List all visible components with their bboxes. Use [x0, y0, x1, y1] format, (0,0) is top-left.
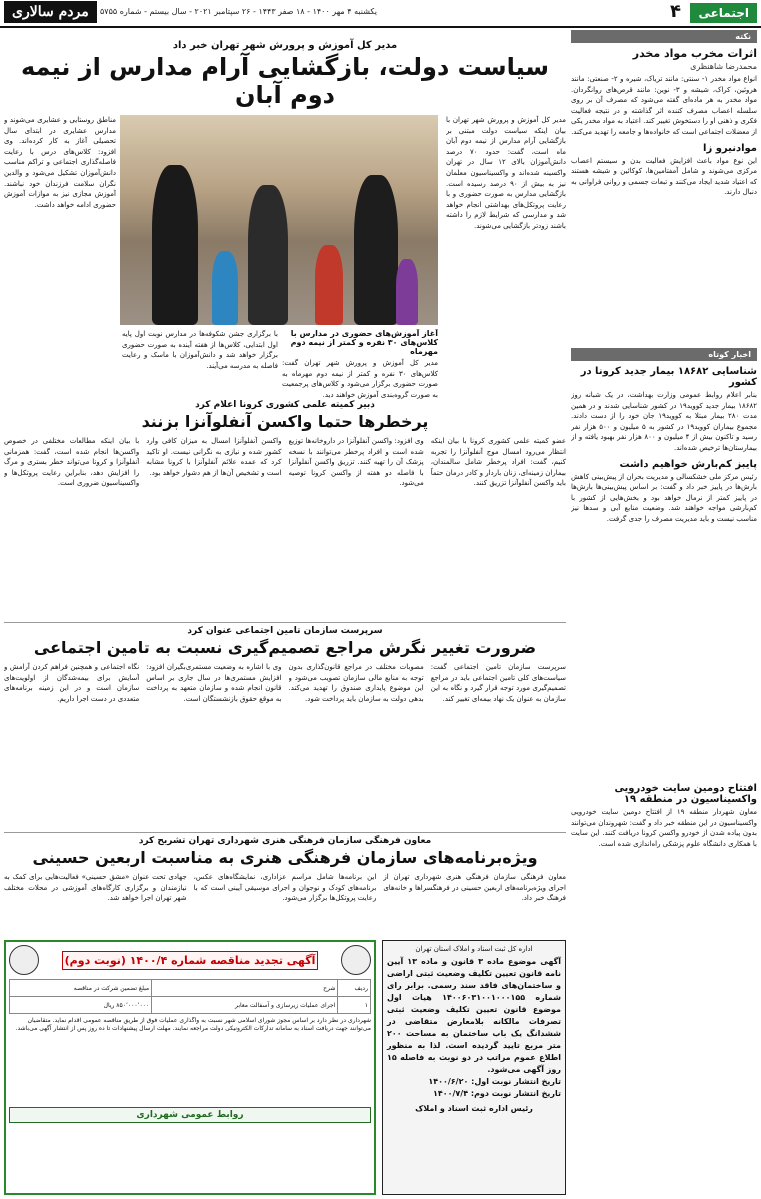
- tender-ad-title: آگهی تجدید مناقصه شماره ۱۴۰۰/۴ (نوبت دوم): [62, 951, 319, 970]
- story1-caption-text: مدیر کل آموزش و پرورش شهر تهران گفت: کلاس‌های ۳۰ نفره و کمتر از نیمه دوم مهرماه به صورت حضوری برگزار می‌شود و کلاس‌های پرجمعیت به صورت گروه‌بندی آموزش خواهند دید.: [282, 359, 438, 399]
- story3-col-2: مصوبات مختلف در مراجع قانون‌گذاری بدون توجه به منابع مالی سازمان تصویب می‌شود و این موضوع پایداری صندوق را تهدید می‌کند. بدهی دولت به سازمان باید پرداخت شود.: [288, 663, 424, 703]
- municipality-logo-icon: [341, 945, 371, 975]
- note-block: [571, 30, 757, 348]
- story3-headline: ضرورت تغییر نگرش مراجع تصمیم‌گیری نسبت به تامین اجتماعی: [33, 638, 537, 657]
- tender-ad-text: شهرداری در نظر دارد بر اساس مجوز شورای اسلامی شهر نسبت به واگذاری عملیات فوق از طریق مناقصه عمومی اقدام نماید. متقاضیان می‌توانند جهت دریافت اسناد به سامانه تدارکات الکترونیکی دولت مراجعه نمایند. مهلت ارسال پیشنهادات تا ده روز پس از انتشار آگهی می‌باشد.: [15, 1017, 371, 1032]
- story4-col-3: جهادی تحت عنوان «مشق حسینی» فعالیت‌هایی برای کمک به نیازمندان و برگزاری کارگاه‌های آموزشی در محلات مختلف شهر تهران اجرا خواهد شد.: [4, 873, 187, 903]
- masthead: [0, 0, 761, 28]
- main-area: [4, 30, 566, 1195]
- story4: [4, 832, 566, 944]
- news-text-vaccine: معاون شهردار منطقه ۱۹ از افتتاح دومین سایت خودرویی واکسیناسیون در این منطقه خبر داد و گفت: شهروندان می‌توانند بدون پیاده شدن از خودرو واکسن کرونا دریافت کنند. این سایت با همکاری دانشگاه علوم پزشکی راه‌اندازی شده است.: [571, 808, 757, 848]
- story1-text-right: [446, 115, 566, 445]
- story4-kicker: معاون فرهنگی سازمان فرهنگی هنری شهرداری تهران تشریح کرد: [138, 836, 432, 846]
- right-column: [571, 30, 757, 1195]
- story3-col-1: سرپرست سازمان تامین اجتماعی گفت: سیاست‌های کلی تامین اجتماعی باید در مراجع تصمیم‌گیری مورد توجه قرار گیرد و نگاه به این سازمان به عنوان یک نهاد بیمه‌ای تغییر کند.: [430, 663, 566, 703]
- notice-text: آگهی موضوع ماده ۳ قانون و ماده ۱۳ آیین نامه قانون تعیین تکلیف وضعیت ثبتی اراضی و ساختمان‌های فاقد سند رسمی. برابر رای شماره ۱۴۰۰۶۰۳۱۰۰۱۰۰۰۱۵۵ هیات اول موضوع قانون تعیین تکلیف وضعیت ثبتی تصرفات مالکانه بلامعارض متقاضی در ششدانگ یک باب ساختمان به مساحت ۲۰۰ متر مربع تایید گردیده است. لذا به منظور اطلاع عموم مراتب در دو نوبت به فاصله ۱۵ روز آگهی می‌شود.: [387, 957, 561, 1074]
- section-name-badge: اجتماعی: [690, 3, 757, 23]
- note-paragraph: انواع مواد مخدر ۱- سنتی: مانند تریاک، شیره و ۲- صنعتی: مانند هروئین، کراک، شیشه و ۳- نوین: مانند قرص‌های روانگردان. مواد مخدر به هر ماده‌ای گفته می‌شود که مصرف آن بر روی سلسله اعصاب مصرف کننده اثر گذاشته و در نتیجه فعالیت فکری و ذهنی او را دستخوش تغییر کند. اعتیاد به مواد مخدر یکی از معضلات اجتماعی است که خانواده‌ها و جامعه را تهدید می‌کند.: [571, 75, 757, 136]
- story2-headline: پرخطرها حتما واکسن آنفلوآنزا بزنند: [141, 412, 429, 431]
- story1-headline: سیاست دولت، بازگشایی آرام مدارس از نیمه دوم آبان: [20, 53, 550, 109]
- table-header-cell: مبلغ تضمین شرکت در مناقصه: [10, 980, 152, 997]
- paper-logo: مردم سالاری: [4, 1, 97, 23]
- notice-date-2: تاریخ انتشار نوبت دوم: ۱۴۰۰/۷/۴: [432, 1089, 561, 1098]
- issue-info: یکشنبه ۴ مهر ۱۴۰۰ - ۱۸ صفر ۱۴۴۳ - ۲۶ سپتامبر ۲۰۲۱ - سال بیستم - شماره ۵۷۵۵: [100, 7, 377, 16]
- page-number: ۴: [670, 1, 681, 22]
- story4-columns: [4, 872, 566, 932]
- note-paragraph-2: این نوع مواد باعث افزایش فعالیت بدن و سیستم اعصاب مرکزی می‌شوند و شامل آمفتامین‌ها، کوکائین و شیشه هستند که اعتیاد شدید ایجاد می‌کنند و تبعات جسمی و روانی فراوانی به دنبال دارند.: [571, 156, 757, 197]
- story4-col-1: معاون فرهنگی سازمان فرهنگی هنری شهرداری تهران از اجرای ویژه‌برنامه‌های اربعین حسینی در فرهنگسراها و خانه‌های فرهنگ خبر داد.: [383, 873, 566, 903]
- tender-ad-footer: روابط عمومی شهرداری: [9, 1107, 371, 1123]
- table-cell: ۱: [338, 997, 371, 1014]
- notice-signature: رئیس اداره ثبت اسناد و املاک: [415, 1104, 533, 1113]
- story4-headline: ویژه‌برنامه‌های سازمان فرهنگی هنری به مناسبت اربعین حسینی: [32, 848, 538, 867]
- news-text-rain: رئیس مرکز ملی خشکسالی و مدیریت بحران از پیش‌بینی کاهش بارش‌ها در پاییز خبر داد و گفت: بر اساس پیش‌بینی‌ها بارش‌ها در پاییز کمتر از نرمال خواهد بود و بخش‌هایی از کشور با کم‌بارشی مواجه خواهند شد. وضعیت منابع آبی و سدها نیز مناسب نیست و باید مدیریت مصرف را جدی گرفت.: [571, 472, 757, 523]
- story2-col-3: واکسن آنفلوآنزا امسال به میزان کافی وارد کشور شده و نیازی به نگرانی نیست. او تاکید کرد که عمده علائم آنفلوآنزا با کرونا مشابه است و تشخیص آن‌ها از هم دشوار خواهد بود.: [146, 437, 282, 477]
- story1-text-left: [4, 115, 116, 445]
- notice-date-1: تاریخ انتشار نوبت اول: ۱۴۰۰/۶/۲۰: [428, 1077, 561, 1086]
- story2-col-1: عضو کمیته علمی کشوری کرونا با بیان اینکه انتظار می‌رود امسال موج آنفلوآنزا را تجربه کنیم، گفت: افراد پرخطر شامل سالمندان، بیماران زمینه‌ای، زنان باردار و کادر درمان حتماً باید واکسن آنفلوآنزا تزریق کنند.: [430, 437, 566, 488]
- story3: [4, 622, 566, 836]
- table-cell: اجرای عملیات زیرسازی و آسفالت معابر: [152, 997, 338, 1014]
- story1-kicker: مدیر کل آموزش و پرورش شهر تهران خبر داد: [172, 40, 398, 51]
- vaccine-site-block: [571, 778, 757, 851]
- news-heading-vaccine: افتتاح دومین سایت خودرویی واکسیناسیون در منطقه ۱۹: [614, 783, 757, 805]
- story4-col-2: این برنامه‌ها شامل مراسم عزاداری، نمایشگاه‌های عکس، برنامه‌های کودک و نوجوان و اجرای موسیقی آیینی است که با رعایت پروتکل‌ها برگزار می‌شود.: [193, 873, 377, 903]
- note-title: اثرات مخرب مواد مخدر: [632, 47, 757, 60]
- story2: [4, 400, 566, 622]
- tender-ad: [4, 940, 376, 1195]
- story2-col-2: وی افزود: واکسن آنفلوآنزا در داروخانه‌ها توزیع شده است و افراد پرخطر می‌توانند با نسخه پزشک آن را تهیه کنند. تزریق واکسن آنفلوآنزا با فاصله دو هفته از واکسن کرونا توصیه می‌شود.: [288, 437, 424, 488]
- short-news-band: اخبار کوتاه: [571, 348, 757, 361]
- story3-columns: [4, 662, 566, 832]
- story2-kicker: دبیر کمیته علمی کشوری کرونا اعلام کرد: [195, 400, 375, 410]
- registration-notice: [382, 940, 566, 1195]
- story3-kicker: سرپرست سازمان تامین اجتماعی عنوان کرد: [187, 626, 383, 636]
- story3-col-4: نگاه اجتماعی و همچنین فراهم کردن آرامش و آسایش برای بیمه‌شدگان از اولویت‌های سازمان است و در این زمینه برنامه‌های متعددی در دست اجرا داریم.: [4, 663, 140, 703]
- note-band: نکته: [571, 30, 757, 43]
- table-cell: ۸۵۰٬۰۰۰٬۰۰۰ ریال: [10, 997, 152, 1014]
- notice-head: اداره کل ثبت اسناد و املاک استان تهران: [415, 945, 533, 953]
- story3-col-3: وی با اشاره به وضعیت مستمری‌بگیران افزود: افزایش مستمری‌ها در سال جاری بر اساس قانون انجام شده و سازمان متعهد به پرداخت به موقع حقوق بازنشستگان است.: [146, 663, 282, 703]
- story1-caption-title: آغاز آموزش‌های حضوری در مدارس با کلاس‌های ۳۰ نفره و کمتر از نیمه دوم مهرماه: [290, 329, 438, 356]
- tender-table: [9, 979, 371, 1014]
- emblem-icon: [9, 945, 39, 975]
- note-subheading: موادنیرو زا: [703, 142, 757, 154]
- table-row: [10, 997, 371, 1014]
- table-header-row: [10, 980, 371, 997]
- story1-caption-left-text: با برگزاری جشن شکوفه‌ها در مدارس نوبت اول پایه اول ابتدایی، کلاس‌ها از هفته آینده به صورت حضوری برگزار خواهد شد و دانش‌آموزان با ماسک و رعایت فاصله به مدرسه می‌آیند.: [122, 330, 278, 370]
- school-photo: [120, 115, 438, 325]
- news-text-covid: بنابر اعلام روابط عمومی وزارت بهداشت، در یک شبانه روز ۱۸۶۸۲ بیمار جدید کووید۱۹ در کشور شناسایی شدند و در همین مدت ۲۸۰ بیمار مبتلا به کووید۱۹ جان خود را از دست دادند. مجموع بیماران کووید۱۹ در کشور به ۵ میلیون و ۵۰۰ هزار نفر رسید و تاکنون بیش از ۴ میلیون و ۸۰۰ هزار نفر بهبود یافته و از بیمارستان‌ها ترخیص شده‌اند.: [571, 391, 757, 452]
- story1-paragraph-left: مناطق روستایی و عشایری می‌شوند و مدارس عشایری در ابتدای سال تحصیلی آغاز به کار کرده‌اند. وی افزود: کلاس‌های درس با رعایت فاصله‌گذاری اجتماعی و تراکم مناسب دانش‌آموزان تشکیل می‌شود و والدین نگران سلامت فرزندان خود نباشند. آموزش مجازی نیز به موازات آموزش حضوری ادامه خواهد داشت.: [4, 116, 116, 209]
- note-author: محمدرضا شاهنظری: [690, 62, 757, 71]
- story2-col-4: با بیان اینکه مطالعات مختلفی در خصوص واکسن‌ها انجام شده است، گفت: همزمانی آنفلوآنزا و کرونا می‌تواند خطر بستری و مرگ را افزایش دهد، بنابراین رعایت پروتکل‌ها و واکسیناسیون ضروری است.: [4, 437, 140, 488]
- short-news-block: [571, 348, 757, 778]
- tender-ad-header: [9, 945, 371, 975]
- story2-columns: [4, 436, 566, 606]
- story1-paragraph-right: مدیر کل آموزش و پرورش شهر تهران با بیان اینکه سیاست دولت مبتنی بر بازگشایی آرام مدارس از نیمه دوم آبان ماه است، گفت: حدود ۷۰ درصد دانش‌آموزان بالای ۱۲ سال در تهران واکسینه شده‌اند و واکسیناسیون معلمان نیز به بیش از ۹۰ درصد رسیده است. بازگشایی مدارس به صورت حضوری و با رعایت پروتکل‌های بهداشتی انجام خواهد شد و مدارسی که شرایط لازم را داشته باشند زودتر بازگشایی می‌شوند.: [446, 116, 566, 230]
- table-header-cell: شرح: [152, 980, 338, 997]
- news-heading-covid: شناسایی ۱۸۶۸۲ بیمار جدید کرونا در کشور: [580, 366, 757, 388]
- news-heading-rain: پایبز کم‌بارش خواهیم داشت: [619, 458, 757, 470]
- table-header-cell: ردیف: [338, 980, 371, 997]
